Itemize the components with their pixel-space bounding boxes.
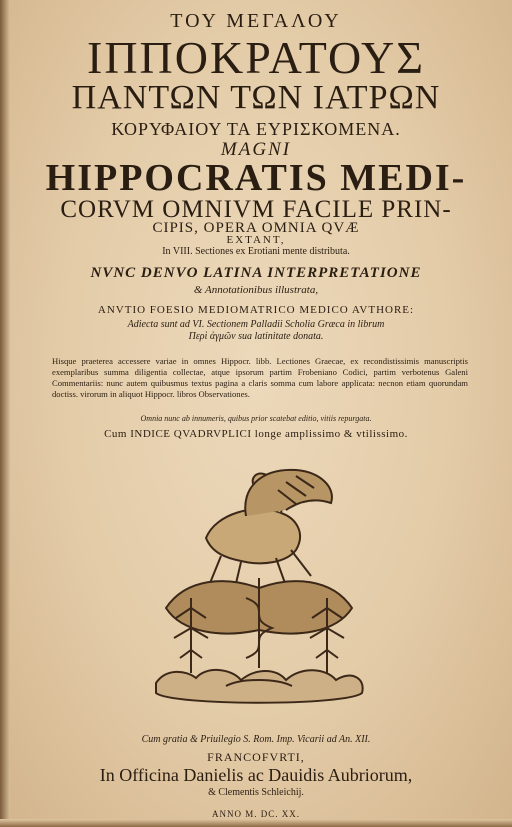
publisher-line2: & Clementis Schleichij.	[208, 787, 304, 798]
latin-title-corum: CORVM OMNIVM FACILE PRIN-	[60, 196, 452, 223]
sections-note: In VIII. Sectiones ex Erotiani mente distributa.	[162, 246, 350, 257]
author-line: ANVTIO FOESIO MEDIOMATRICO MEDICO AVTHORE:	[97, 304, 415, 316]
greek-heading-line4: ΚΟΡΥΦΑΙΟΥ ΤΑ ΕΥΡΙΣΚΟΜΕΝΑ.	[111, 119, 401, 139]
privilege-line: Cum gratia & Priuilegio S. Rom. Imp. Vicarii ad An. XII.	[141, 734, 371, 745]
latin-title-hippocratis: HIPPOCRATIS MEDI-	[45, 157, 467, 199]
annotations-line: & Annotationibus illustrata,	[193, 284, 319, 296]
city-line: FRANCOFVRTI,	[207, 750, 305, 764]
scholia-note-line2: Περὶ ἀγμῶν sua latinitate donata.	[188, 331, 324, 342]
latin-title-extant: EXTANT,	[226, 234, 286, 246]
scholia-note-line1: Adiecta sunt ad VI. Sectionem Palladii Scholia Græca in librum	[127, 319, 385, 330]
pegasus-emblem	[146, 458, 372, 708]
purged-errors-note: Omnia nunc ab innumeris, quibus prior scatebat editio, vitiis repurgata.	[140, 414, 372, 423]
year-line: ANNO M. DC. XX.	[211, 809, 300, 819]
index-note: Cum INDICE QVADRVPLICI longe amplissimo & vtilissimo.	[104, 428, 408, 440]
latin-title-cipis: CIPIS, OPERA OMNIA QVÆ	[152, 220, 360, 236]
publisher-line: In Officina Danielis ac Dauidis Aubriorum,	[99, 765, 413, 785]
greek-heading-line3: ΠΑΝΤΩΝ ΤΩΝ ΙΑΤΡΩΝ	[71, 79, 441, 116]
page-bottom-edge	[0, 819, 512, 827]
greek-heading-line1: ΤΟΥ ΜΕΓΑΛΟΥ	[170, 10, 342, 32]
interpretation-line: NVNC DENVO LATINA INTERPRETATIONE	[90, 265, 422, 281]
description-paragraph: Hisque praeterea accessere variae in omnes Hippocr. libb. Lectiones Graecae, ex recondistissimis manuscriptis exemplaribus summa diligentia collectae, atque ipsorum partim Frobeniano Codici, partim verbotenus Galeni Commentariis: nunc autem quibusmus textus pagina a claris somma cum labore applicata: necnon etiam quorundam doctiss. virorum in aliquot Hippocr. libros Observationes.	[52, 356, 468, 399]
latin-magni: MAGNI	[220, 139, 292, 160]
greek-heading-line2: ΙΠΠΟΚΡΑΤΟΥΣ	[87, 32, 425, 83]
